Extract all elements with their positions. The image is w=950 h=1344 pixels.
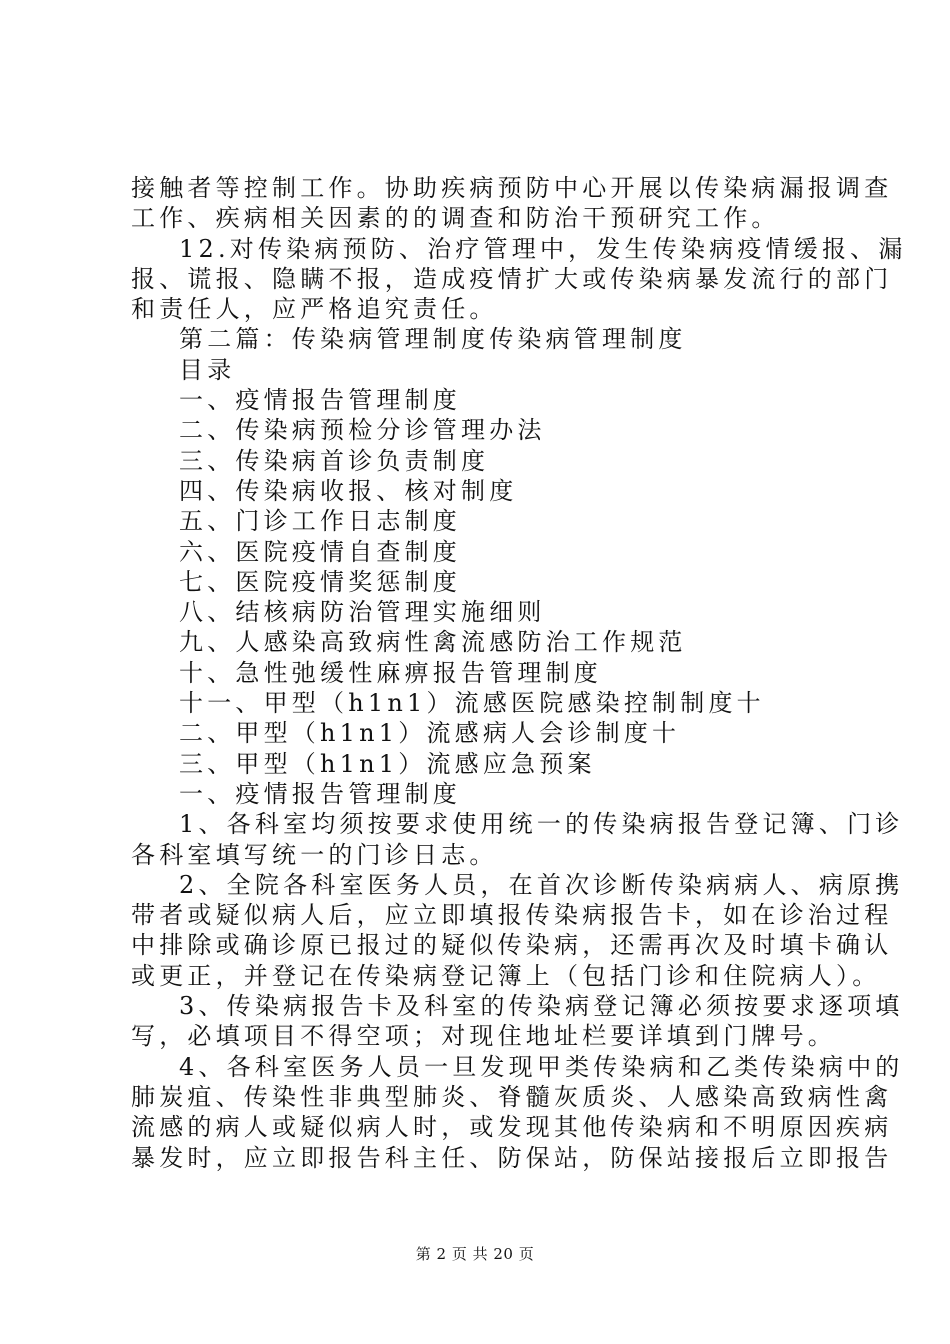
document-body	[131, 173, 907, 1173]
text-line: 中排除或确诊原已报过的疑似传染病，还需再次及时填卡确认	[131, 931, 893, 960]
text-line: 三、传染病首诊负责制度	[179, 446, 490, 475]
text-line: 一、疫情报告管理制度	[179, 779, 461, 808]
text-line: 七、医院疫情奖惩制度	[179, 567, 461, 596]
text-line: 或更正，并登记在传染病登记簿上（包括门诊和住院病人）。	[131, 961, 881, 990]
text-line: 报、谎报、隐瞒不报，造成疫情扩大或传染病暴发流行的部门	[131, 264, 893, 293]
text-line: 三、甲型（h1n1）流感应急预案	[179, 749, 596, 778]
text-line: 十、急性弛缓性麻痹报告管理制度	[179, 658, 602, 687]
page-footer: 第 2 页 共 20 页	[415, 1245, 535, 1263]
text-line: 一、疫情报告管理制度	[179, 386, 461, 415]
text-line: 1、各科室均须按要求使用统一的传染病报告登记簿、门诊	[179, 810, 904, 839]
text-line: 带者或疑似病人后，应立即填报传染病报告卡，如在诊治过程	[131, 901, 893, 930]
text-line: 和责任人，应严格追究责任。	[131, 295, 498, 324]
text-line: 工作、疾病相关因素的的调查和防治干预研究工作。	[131, 204, 780, 233]
text-line: 4、各科室医务人员一旦发现甲类传染病和乙类传染病中的	[179, 1052, 904, 1081]
text-line: 暴发时，应立即报告科主任、防保站，防保站接报后立即报告	[131, 1143, 893, 1172]
text-line: 六、医院疫情自查制度	[179, 537, 461, 566]
text-line: 八、结核病防治管理实施细则	[179, 598, 546, 627]
text-line: 各科室填写统一的门诊日志。	[131, 840, 498, 869]
text-line: 四、传染病收报、核对制度	[179, 476, 518, 505]
text-line: 二、甲型（h1n1）流感病人会诊制度十	[179, 719, 681, 748]
text-line: 十一、甲型（h1n1）流感医院感染控制制度十	[179, 689, 765, 718]
text-line: 第二篇：传染病管理制度传染病管理制度	[179, 325, 687, 354]
text-line: 流感的病人或疑似病人时，或发现其他传染病和不明原因疾病	[131, 1113, 893, 1142]
text-line: 二、传染病预检分诊管理办法	[179, 416, 546, 445]
text-line: 目录	[179, 355, 236, 384]
text-line: 九、人感染高致病性禽流感防治工作规范	[179, 628, 687, 657]
text-line: 五、门诊工作日志制度	[179, 507, 461, 536]
text-line: 3、传染病报告卡及科室的传染病登记簿必须按要求逐项填	[179, 992, 904, 1021]
text-line: 接触者等控制工作。协助疾病预防中心开展以传染病漏报调查	[131, 174, 893, 202]
text-line: 写，必填项目不得空项；对现住地址栏要详填到门牌号。	[131, 1022, 836, 1051]
text-line: 肺炭疽、传染性非典型肺炎、脊髓灰质炎、人感染高致病性禽	[131, 1082, 893, 1111]
text-line: 12.对传染病预防、治疗管理中，发生传染病疫情缓报、漏	[179, 234, 907, 263]
text-line: 2、全院各科室医务人员，在首次诊断传染病病人、病原携	[179, 870, 904, 899]
